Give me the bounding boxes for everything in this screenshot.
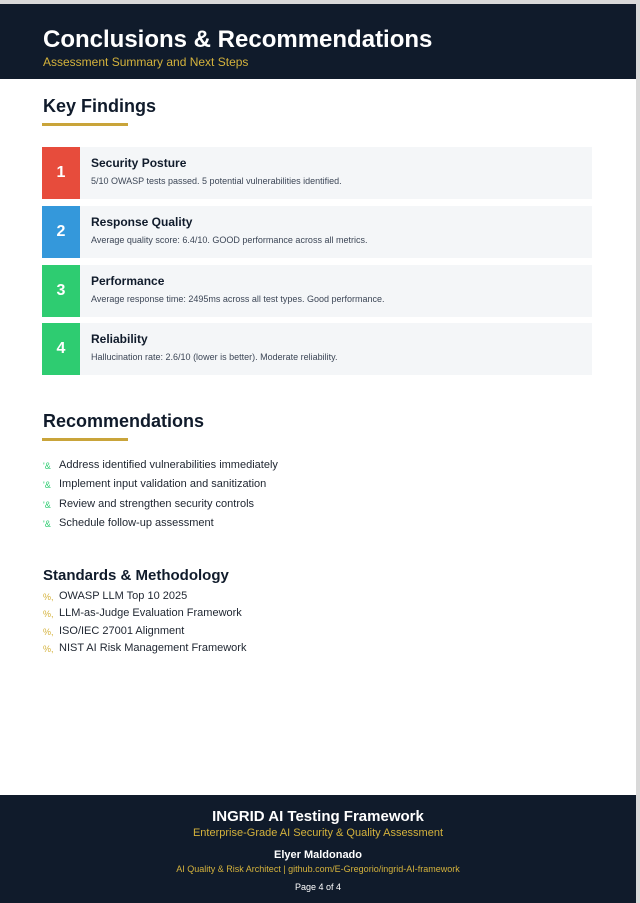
key-findings-underline xyxy=(42,123,128,126)
page-title: Conclusions & Recommendations xyxy=(43,26,433,53)
standards-title: Standards & Methodology xyxy=(43,567,229,584)
page-subtitle: Assessment Summary and Next Steps xyxy=(43,55,249,69)
recommendations-underline xyxy=(42,438,128,441)
finding-card-security xyxy=(42,147,592,199)
page-footer xyxy=(0,795,636,903)
finding-card-reliability xyxy=(42,323,592,375)
finding-title: Response Quality xyxy=(91,215,193,229)
check-bullet-icon: '& xyxy=(43,499,51,510)
footer-author: Elyer Maldonado xyxy=(273,849,363,861)
finding-card-quality xyxy=(42,206,592,258)
check-bullet-icon: '& xyxy=(43,461,51,471)
page-header xyxy=(0,4,636,79)
finding-title: Reliability xyxy=(91,332,148,346)
finding-description: 5/10 OWASP tests passed. 5 potential vulnerabilities identified. xyxy=(91,176,342,186)
footer-subtitle: Enterprise-Grade AI Security & Quality Assessment xyxy=(192,827,444,839)
finding-description: Average response time: 2495ms across all test types. Good performance. xyxy=(91,294,385,304)
standard-bullet-icon: %, xyxy=(43,609,54,620)
recommendation-text: Address identified vulnerabilities immediately xyxy=(59,459,278,471)
finding-number-badge: 1 xyxy=(42,147,80,199)
finding-number-badge: 3 xyxy=(42,265,80,317)
standard-text: NIST AI Risk Management Framework xyxy=(59,641,247,654)
standard-bullet-icon: %, xyxy=(43,643,54,654)
finding-description: Average quality score: 6.4/10. GOOD performance across all metrics. xyxy=(91,235,368,245)
recommendation-text: Implement input validation and sanitization xyxy=(59,478,267,491)
check-bullet-icon: '& xyxy=(43,518,51,529)
footer-role: AI Quality & Risk Architect | github.com/E-Gregorio/ingrid-AI-framework xyxy=(176,864,460,874)
finding-description: Hallucination rate: 2.6/10 (lower is better). Moderate reliability. xyxy=(91,352,338,362)
check-bullet-icon: '& xyxy=(43,480,51,491)
report-page xyxy=(0,4,636,903)
recommendations-title: Recommendations xyxy=(43,411,205,431)
finding-title: Security Posture xyxy=(91,156,187,170)
finding-number-badge: 2 xyxy=(42,206,80,258)
footer-title: INGRID AI Testing Framework xyxy=(212,808,424,825)
finding-card-performance xyxy=(42,265,592,317)
standard-text: LLM-as-Judge Evaluation Framework xyxy=(59,607,242,620)
standard-text: ISO/IEC 27001 Alignment xyxy=(59,624,185,637)
standard-text: OWASP LLM Top 10 2025 xyxy=(59,590,188,602)
page-number: Page 4 of 4 xyxy=(294,882,342,892)
key-findings-title: Key Findings xyxy=(43,96,157,116)
recommendation-text: Review and strengthen security controls xyxy=(59,497,255,510)
finding-number-badge: 4 xyxy=(42,323,80,375)
standard-bullet-icon: %, xyxy=(43,592,54,602)
recommendation-text: Schedule follow-up assessment xyxy=(59,516,214,529)
standard-bullet-icon: %, xyxy=(43,626,54,637)
finding-title: Performance xyxy=(91,274,165,288)
